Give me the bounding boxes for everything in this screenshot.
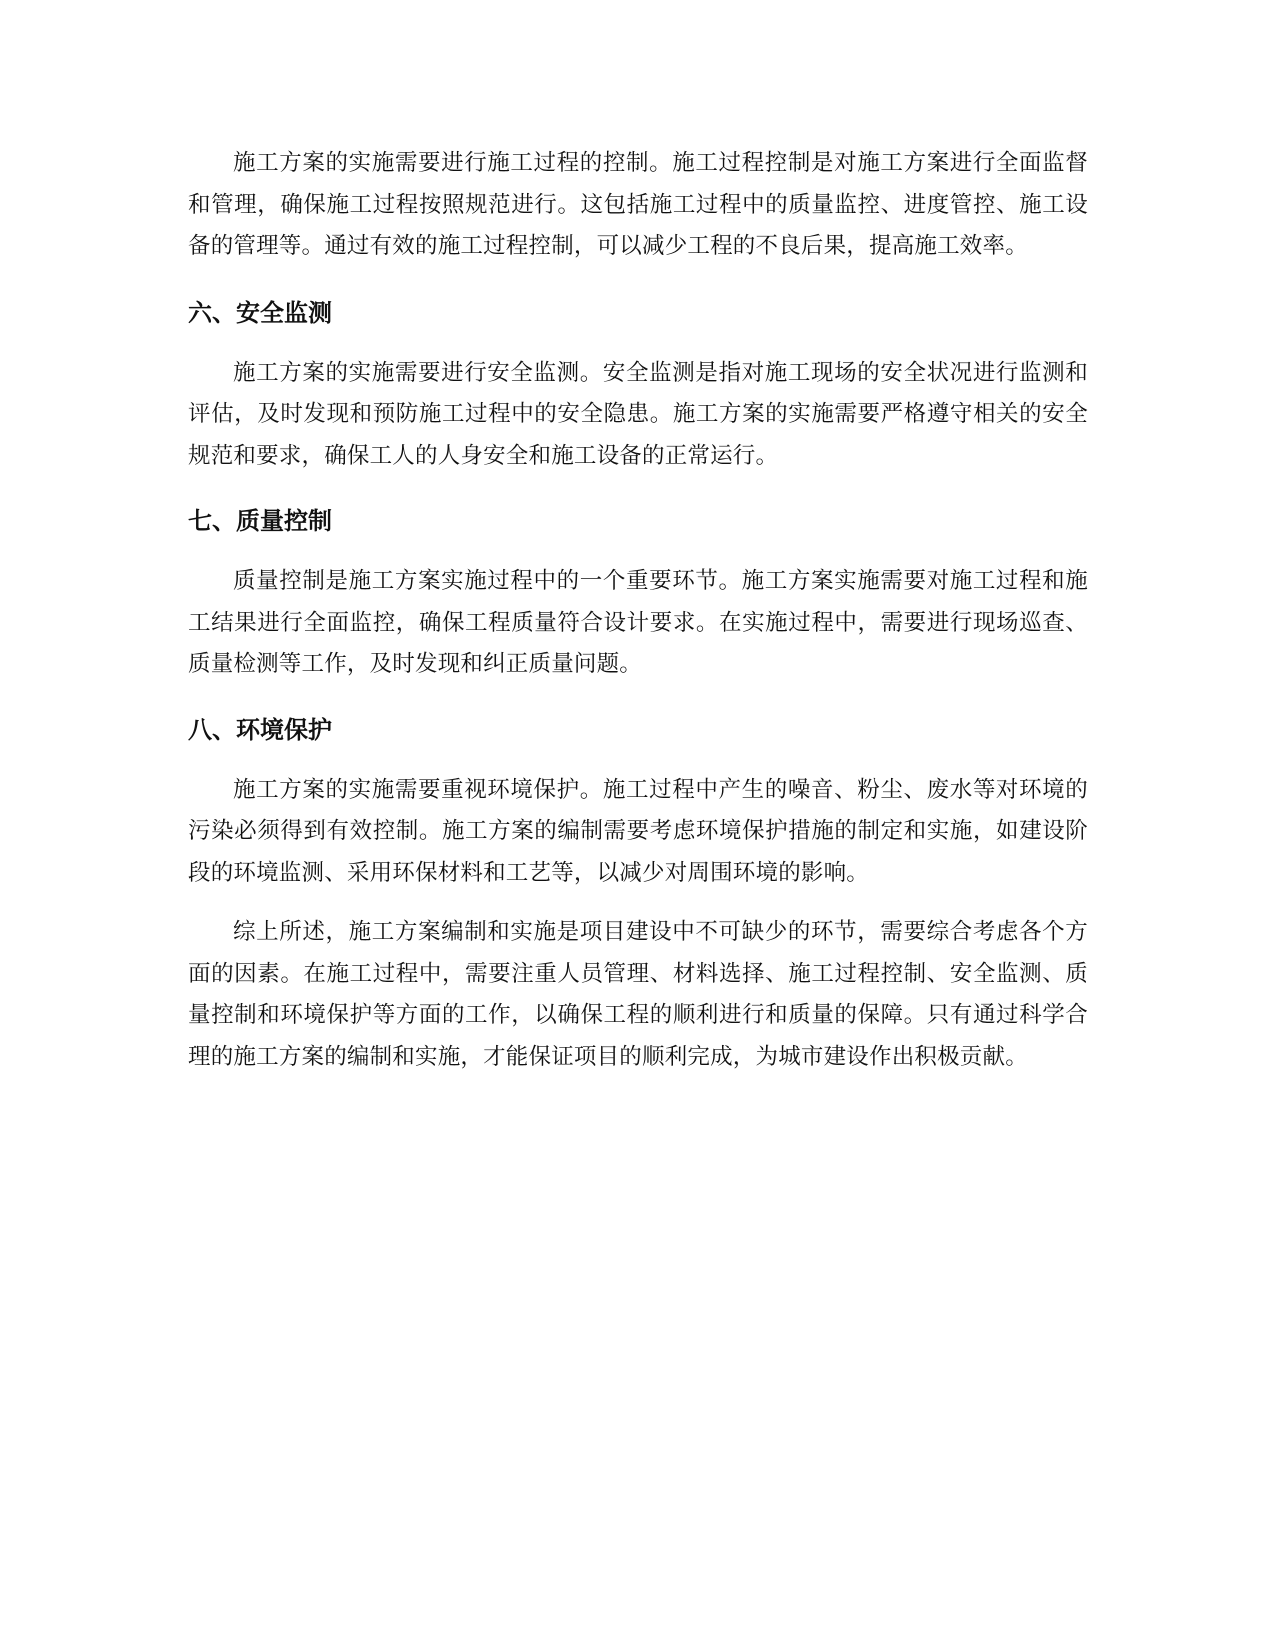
paragraph-safety-monitoring: 施工方案的实施需要进行安全监测。安全监测是指对施工现场的安全状况进行监测和评估，及时发现和预防施工过程中的安全隐患。施工方案的实施需要严格遵守相关的安全规范和要求，确保工人的人身安全和施工设备的正常运行。 xyxy=(188,359,1088,469)
paragraph-summary: 综上所述，施工方案编制和实施是项目建设中不可缺少的环节，需要综合考虑各个方面的因素。在施工过程中，需要注重人员管理、材料选择、施工过程控制、安全监测、质量控制和环境保护等方面的工作，以确保工程的顺利进行和质量的保障。只有通过科学合理的施工方案的编制和实施，才能保证项目的顺利完成，为城市建设作出积极贡献。 xyxy=(188,919,1088,1070)
section-heading-environmental-protection: 八、环境保护 xyxy=(188,715,332,744)
section-heading-quality-control: 七、质量控制 xyxy=(188,507,332,535)
section-heading-safety-monitoring: 六、安全监测 xyxy=(188,298,332,327)
paragraph-environmental-protection: 施工方案的实施需要重视环境保护。施工过程中产生的噪音、粉尘、废水等对环境的污染必须得到有效控制。施工方案的编制需要考虑环境保护措施的制定和实施，如建设阶段的环境监测、采用环保材料和工艺等，以减少对周围环境的影响。 xyxy=(188,776,1088,886)
paragraph-process-control: 施工方案的实施需要进行施工过程的控制。施工过程控制是对施工方案进行全面监督和管理，确保施工过程按照规范进行。这包括施工过程中的质量监控、进度管控、施工设备的管理等。通过有效的施工过程控制，可以减少工程的不良后果，提高施工效率。 xyxy=(188,150,1088,259)
paragraph-quality-control: 质量控制是施工方案实施过程中的一个重要环节。施工方案实施需要对施工过程和施工结果进行全面监控，确保工程质量符合设计要求。在实施过程中，需要进行现场巡查、质量检测等工作，及时发现和纠正质量问题。 xyxy=(188,568,1088,677)
document-body xyxy=(188,143,1088,1078)
